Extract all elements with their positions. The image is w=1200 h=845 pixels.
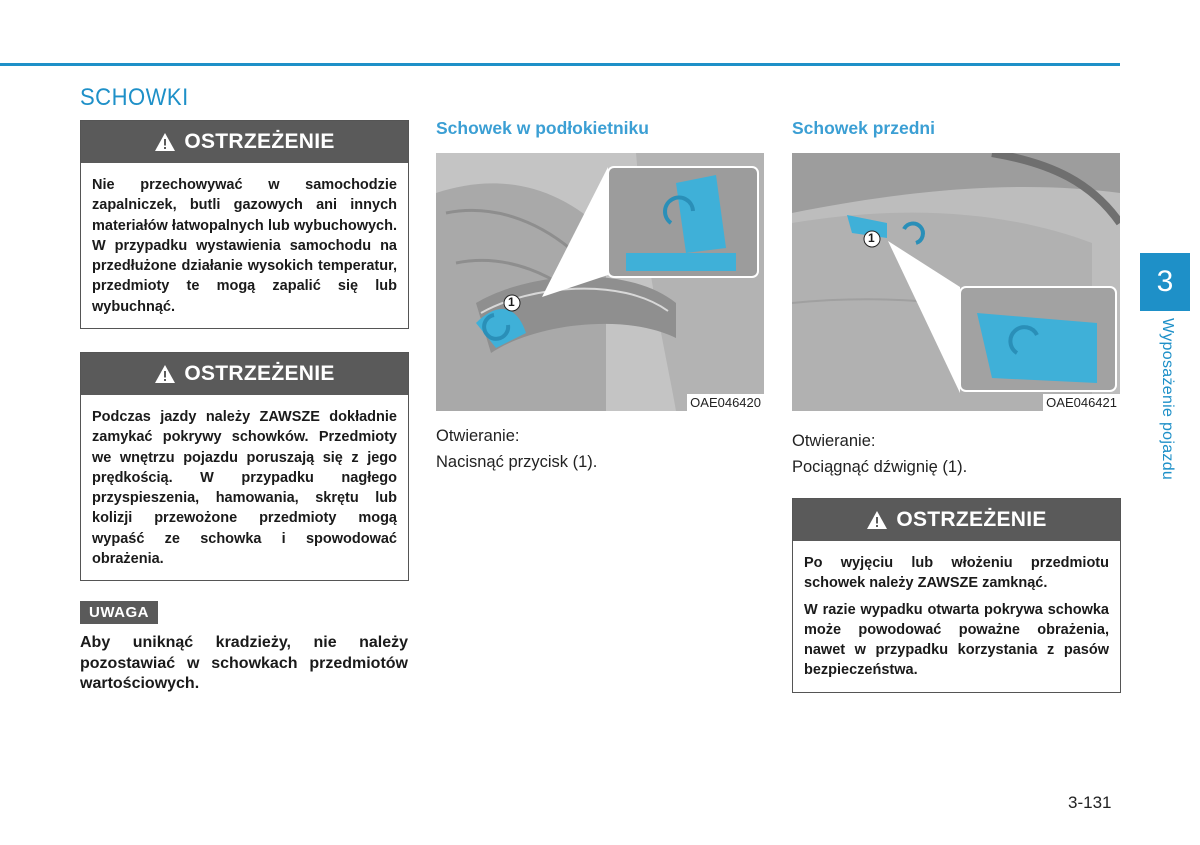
warning-box-3 xyxy=(792,498,1121,693)
warning-header xyxy=(81,353,408,395)
figure-code: OAE046420 xyxy=(687,394,764,411)
warning-text xyxy=(81,163,408,327)
figure-code: OAE046421 xyxy=(1043,394,1120,411)
note-text: Aby uniknąć kradzieży, nie należy pozostawiać w schowkach przedmiotów wartościowych. xyxy=(80,634,408,692)
top-rule xyxy=(0,63,1120,66)
warning-header xyxy=(793,499,1120,541)
caption-line: Otwieranie: xyxy=(792,432,876,450)
warning-label: OSTRZEŻENIE xyxy=(184,130,335,153)
glovebox-caption xyxy=(792,428,967,480)
callout-number: 1 xyxy=(868,231,875,245)
caption-line: Pociągnąć dźwignię (1). xyxy=(792,458,968,476)
warning-text xyxy=(81,395,408,579)
section-title: SCHOWKI xyxy=(80,84,189,111)
warning-box-2 xyxy=(80,352,409,581)
callout-number: 1 xyxy=(508,295,515,309)
warning-label: OSTRZEŻENIE xyxy=(896,508,1047,531)
caption-line: Otwieranie: xyxy=(436,427,520,445)
warning-paragraph: Nie przechowywać w samochodzie zapalniczek, butli gazowych ani innych materiałów łatwopalnych lub wybuchowych. W przypadku wystawienia samochodu na przedłużone działanie wysokich temperatur, przedmioty te mogą zapalić się lub wybuchnąć. xyxy=(92,177,397,315)
glovebox-illustration xyxy=(792,153,1120,411)
warning-label: OSTRZEŻENIE xyxy=(184,362,335,385)
armrest-heading: Schowek w podłokietniku xyxy=(436,118,649,138)
armrest-figure xyxy=(436,153,764,411)
chapter-label: Wyposażenie pojazdu xyxy=(1159,318,1176,481)
armrest-caption xyxy=(436,423,597,475)
glovebox-figure xyxy=(792,153,1120,411)
warning-triangle-icon xyxy=(154,364,176,384)
warning-paragraph: Po wyjęciu lub włożeniu przedmiotu schowek należy ZAWSZE zamknąć. xyxy=(804,555,1109,592)
page-number: 3-131 xyxy=(1068,793,1112,812)
warning-paragraph: W razie wypadku otwarta pokrywa schowka może powodować poważne obrażenia, nawet w przypadku korzystania z pasów bezpieczeństwa. xyxy=(804,601,1109,679)
caption-line: Nacisnąć przycisk (1). xyxy=(436,453,598,471)
warning-header xyxy=(81,121,408,163)
warning-paragraph: Podczas jazdy należy ZAWSZE dokładnie zamykać pokrywy schowków. Przedmioty we wnętrzu pojazdu poruszają się z jego prędkością. W przypadku nagłego przyspieszenia, hamowania, skrętu lub kolizji przewożone przedmioty mogą wypaść ze schowka i spowodować obrażenia. xyxy=(92,409,397,568)
warning-box-1 xyxy=(80,120,409,329)
note-label: UWAGA xyxy=(80,601,158,624)
warning-triangle-icon xyxy=(866,510,888,530)
warning-triangle-icon xyxy=(154,132,176,152)
armrest-illustration xyxy=(436,153,764,411)
glovebox-heading: Schowek przedni xyxy=(792,118,935,138)
warning-text xyxy=(793,541,1120,691)
chapter-tab: 3 xyxy=(1140,253,1190,311)
